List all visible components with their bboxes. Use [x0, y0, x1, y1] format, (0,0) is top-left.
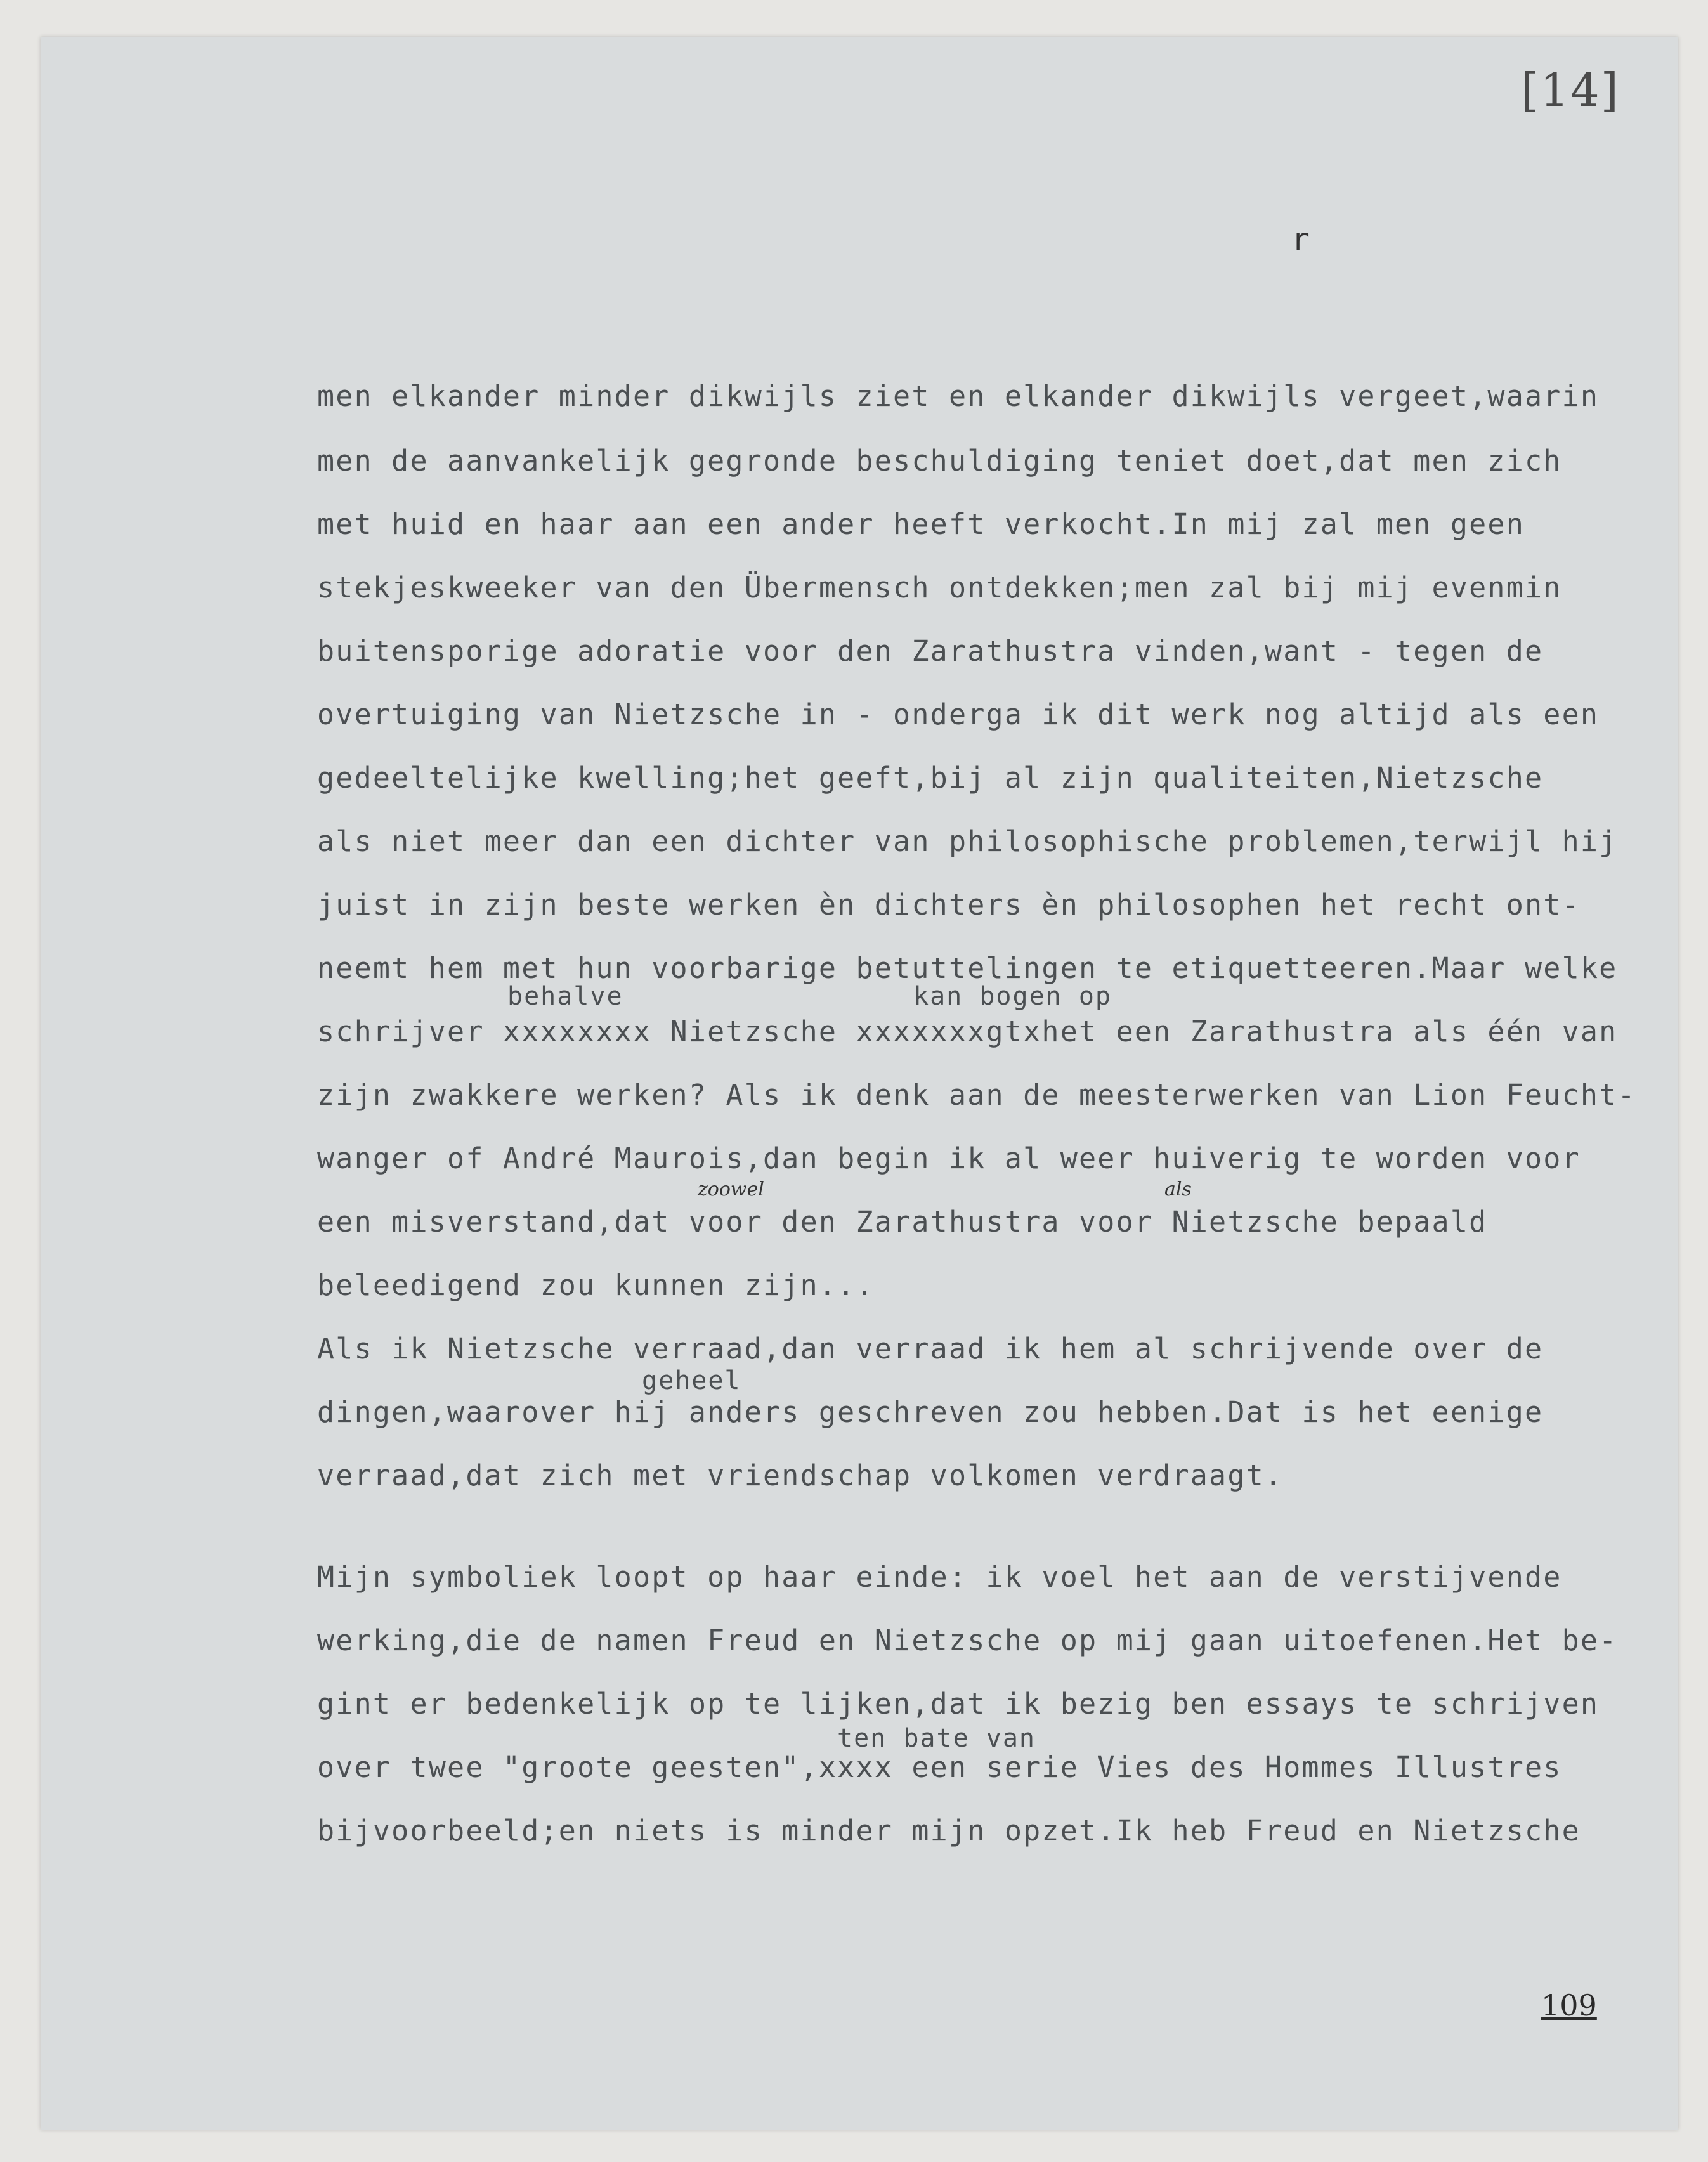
insertion-behalve: behalve: [507, 982, 623, 1011]
text-line: bijvoorbeeld;en niets is minder mijn opzet.Ik heb Freud en Nietzsche: [317, 1814, 1581, 1847]
folio-number: 109: [1541, 1988, 1597, 2022]
insertion-ten-bate-van: ten bate van: [837, 1724, 1036, 1753]
text-line: over twee "groote geesten",xxxx een serie Vies des Hommes Illustres: [317, 1750, 1562, 1784]
text-line: gint er bedenkelijk op te lijken,dat ik bezig ben essays te schrijven: [317, 1687, 1600, 1721]
text-line: schrijver xxxxxxxx Nietzsche xxxxxxxgtxhet een Zarathustra als één van: [317, 1015, 1618, 1048]
text-line: dingen,waarover hij anders geschreven zou hebben.Dat is het eenige: [317, 1395, 1544, 1429]
handwritten-zoowel: zoowel: [698, 1178, 764, 1201]
text-line: met huid en haar aan een ander heeft verkocht.In mij zal men geen: [317, 507, 1525, 541]
text-line: stekjeskweeker van den Übermensch ontdekken;men zal bij mij evenmin: [317, 571, 1562, 604]
text-line: als niet meer dan een dichter van philosophische problemen,terwijl hij: [317, 824, 1618, 858]
text-line: werking,die de namen Freud en Nietzsche op mij gaan uitoefenen.Het be-: [317, 1624, 1618, 1657]
text-line: wanger of André Maurois,dan begin ik al weer huiverig te worden voor: [317, 1142, 1581, 1175]
text-line: men de aanvankelijk gegronde beschuldiging teniet doet,dat men zich: [317, 444, 1562, 478]
text-line: neemt hem met hun voorbarige betuttelingen te etiquetteeren.Maar welke: [317, 951, 1618, 985]
text-line: juist in zijn beste werken èn dichters èn philosophen het recht ont-: [317, 888, 1581, 921]
text-line: gedeeltelijke kwelling;het geeft,bij al zijn qualiteiten,Nietzsche: [317, 761, 1544, 795]
text-line: zijn zwakkere werken? Als ik denk aan de meesterwerken van Lion Feucht-: [317, 1078, 1636, 1112]
text-line: buitensporige adoratie voor den Zarathustra vinden,want - tegen de: [317, 634, 1544, 668]
text-line: beleedigend zou kunnen zijn...: [317, 1268, 875, 1302]
text-line: Als ik Nietzsche verraad,dan verraad ik hem al schrijvende over de: [317, 1332, 1544, 1365]
text-line: een misverstand,dat voor den Zarathustra voor Nietzsche bepaald: [317, 1205, 1488, 1239]
margin-mark: r: [1291, 222, 1310, 257]
handwritten-als: als: [1164, 1178, 1192, 1201]
page-number: [14]: [1521, 63, 1620, 117]
text-line: overtuiging van Nietzsche in - onderga ik dit werk nog altijd als een: [317, 698, 1600, 731]
text-line: Mijn symboliek loopt op haar einde: ik voel het aan de verstijvende: [317, 1560, 1562, 1594]
text-line: men elkander minder dikwijls ziet en elkander dikwijls vergeet,waarin: [317, 379, 1600, 413]
insertion-kan-bogen-op: kan bogen op: [913, 982, 1112, 1011]
text-line: verraad,dat zich met vriendschap volkomen verdraagt.: [317, 1459, 1284, 1492]
insertion-geheel: geheel: [642, 1366, 741, 1395]
